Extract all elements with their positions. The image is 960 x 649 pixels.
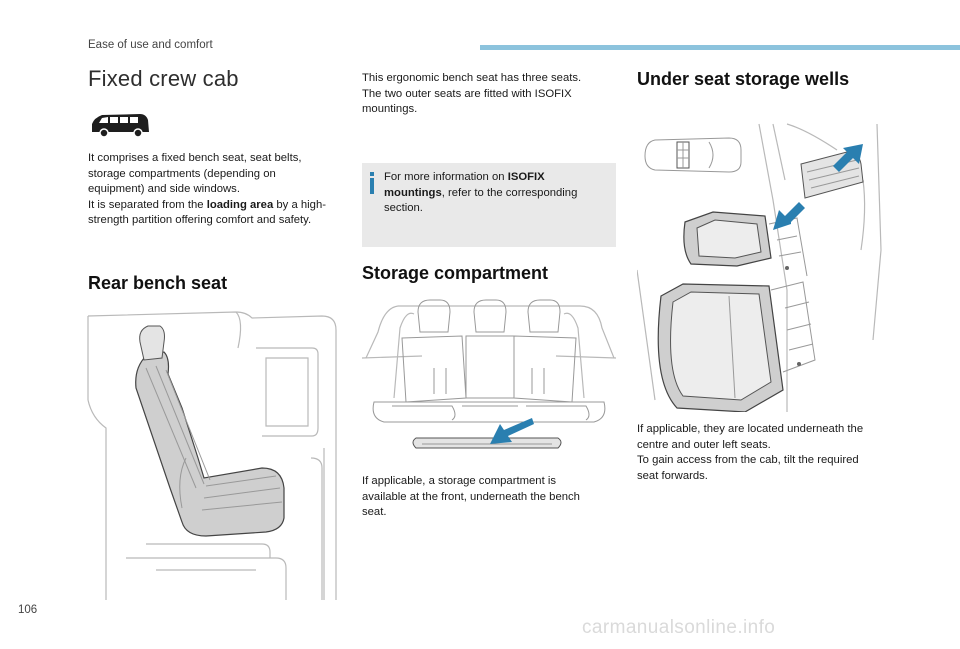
intro-line: storage compartments (depending on — [88, 167, 276, 180]
under-seat-wells-illustration — [637, 120, 885, 412]
intro-line: It comprises a fixed bench seat, seat belts, — [88, 152, 302, 164]
page-title: Fixed crew cab — [88, 66, 239, 91]
intro-line: strength partition offering comfort and safety. — [88, 214, 312, 226]
watermark: carmanualsonline.info — [582, 617, 776, 638]
intro-text: It is separated from the — [88, 198, 207, 211]
info-line: section. — [384, 202, 423, 214]
storage-compartment-illustration — [362, 298, 616, 464]
info-line — [384, 186, 608, 202]
bench-desc-line: This ergonomic bench seat has three seats. — [362, 72, 582, 84]
intro-paragraph — [88, 151, 348, 229]
intro-text: by a high- — [273, 198, 326, 211]
storage-line: available at the front, underneath the bench — [362, 490, 580, 503]
wells-description — [637, 422, 893, 484]
header-accent-bar — [480, 45, 960, 50]
info-text-part: , refer to the corresponding — [441, 186, 578, 199]
wells-line: If applicable, they are located underneath the — [637, 423, 864, 435]
wells-line: seat forwards. — [637, 469, 708, 482]
isofix-term: ISOFIX — [507, 171, 545, 183]
info-text-part: For more information on — [384, 171, 508, 183]
info-text — [384, 170, 608, 217]
rear-bench-illustration — [86, 308, 340, 600]
mountings-term: mountings — [384, 186, 442, 199]
storage-line: If applicable, a storage compartment is — [362, 475, 557, 487]
rear-bench-heading: Rear bench seat — [88, 273, 228, 293]
page-number: 106 — [18, 604, 38, 616]
info-icon — [367, 172, 377, 194]
intro-line: equipment) and side windows. — [88, 183, 240, 195]
section-label: Ease of use and comfort — [88, 39, 213, 51]
storage-compartment-heading: Storage compartment — [362, 263, 549, 283]
wells-line: centre and outer left seats. — [637, 438, 771, 451]
storage-description — [362, 474, 616, 521]
under-seat-wells-heading: Under seat storage wells — [637, 69, 850, 89]
bench-desc-line: The two outer seats are fitted with ISOFIX — [362, 87, 572, 100]
intro-line — [88, 198, 348, 214]
van-icon — [88, 112, 152, 138]
bench-description — [362, 71, 616, 118]
bench-desc-line: mountings. — [362, 103, 418, 115]
storage-line: seat. — [362, 506, 387, 518]
wells-line: To gain access from the cab, tilt the required — [637, 454, 859, 466]
info-line — [384, 170, 608, 186]
loading-area-term: loading area — [206, 198, 274, 211]
